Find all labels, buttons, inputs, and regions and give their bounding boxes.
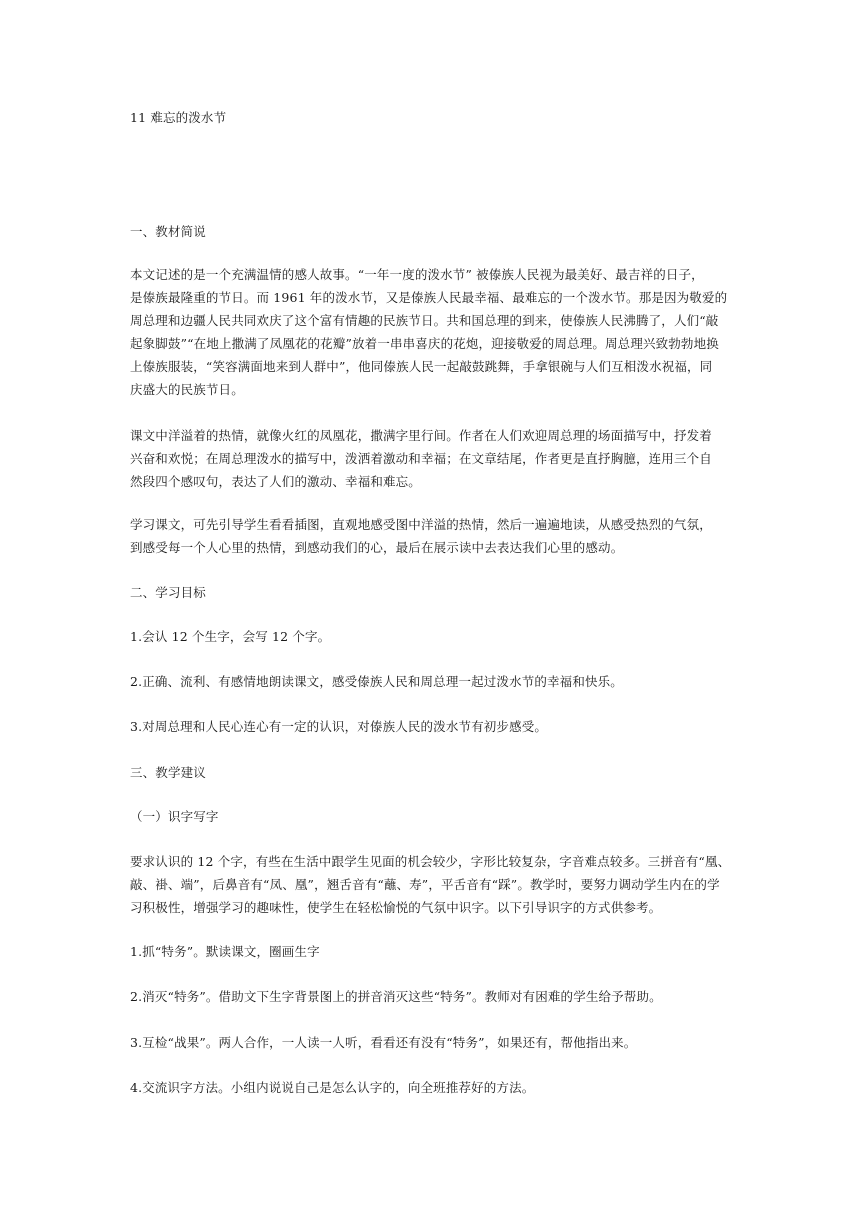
paragraph-line: 庆盛大的民族节日。 [130,382,244,397]
paragraph-2 [130,424,740,493]
paragraph-1 [130,263,740,401]
paragraph-line: 课文中洋溢着的热情，就像火红的凤凰花，撒满字里行间。作者在人们欢迎周总理的场面描写中，抒发着 [130,428,712,443]
paragraph-line: 然段四个感叹句，表达了人们的激动、幸福和难忘。 [130,474,421,489]
objective-item-2: 2.正确、流利、有感情地朗读课文，感受傣族人民和周总理一起过泼水节的幸福和快乐。 [130,674,623,689]
method-item-4: 4.交流识字方法。小组内说说自己是怎么认字的，向全班推荐好的方法。 [130,1080,535,1095]
objective-item-3: 3.对周总理和人民心连心有一定的认识，对傣族人民的泼水节有初步感受。 [130,719,548,734]
paragraph-line: 兴奋和欢悦；在周总理泼水的描写中，泼洒着激动和幸福；在文章结尾，作者更是直抒胸臆，连用三个自 [130,451,712,466]
paragraph-line: 习积极性，增强学习的趣味性，使学生在轻松愉悦的气氛中识字。以下引导识字的方式供参考。 [130,900,662,915]
method-item-1: 1.抓“特务”。默读课文，圈画生字 [130,944,320,959]
paragraph-line: 到感受每一个人心里的热情，到感动我们的心，最后在展示读中去表达我们心里的感动。 [130,540,624,555]
paragraph-line: 学习课文，可先引导学生看看插图，直观地感受图中洋溢的热情，然后一遍遍地读，从感受热烈的气氛， [130,517,712,532]
paragraph-line: 要求认识的 12 个字，有些在生活中跟学生见面的机会较少，字形比较复杂，字音难点较多。三拼音有“凰、 [130,854,731,869]
method-item-2: 2.消灭“特务”。借助文下生字背景图上的拼音消灭这些“特务”。教师对有困难的学生给予帮助。 [130,989,662,1004]
paragraph-line: 敲、褂、端”，后鼻音有“凤、凰”，翘舌音有“蘸、寿”，平舌音有“踩”。教学时，要努力调动学生内在的学 [130,877,720,892]
section-heading-3: 三、教学建议 [130,765,206,780]
paragraph-line: 周总理和边疆人民共同欢庆了这个富有情趣的民族节日。共和国总理的到来，使傣族人民沸腾了，人们“敲 [130,313,719,328]
objective-item-1: 1.会认 12 个生字，会写 12 个字。 [130,629,331,644]
document-title: 11 难忘的泼水节 [130,110,227,125]
paragraph-4 [130,850,740,919]
subsection-heading: （一）识字写字 [130,809,219,824]
paragraph-line: 上傣族服装，“笑容满面地来到人群中”，他同傣族人民一起敲鼓跳舞，手拿银碗与人们互相泼水祝福，同 [130,359,713,374]
paragraph-3 [130,513,740,559]
paragraph-line: 是傣族最隆重的节日。而 1961 年的泼水节，又是傣族人民最幸福、最难忘的一个泼水节。那是因为敬爱的 [130,290,728,305]
section-heading-2: 二、学习目标 [130,585,206,600]
method-item-3: 3.互检“战果”。两人合作，一人读一人听，看看还有没有“特务”，如果还有，帮他指出来。 [130,1035,637,1050]
paragraph-line: 本文记述的是一个充满温情的感人故事。“一年一度的泼水节” 被傣族人民视为最美好、最吉祥的日子， [130,267,704,282]
paragraph-line: 起象脚鼓”“在地上撒满了凤凰花的花瓣”放着一串串喜庆的花炮，迎接敬爱的周总理。周总理兴致勃勃地换 [130,336,719,351]
section-heading-1: 一、教材简说 [130,224,206,239]
